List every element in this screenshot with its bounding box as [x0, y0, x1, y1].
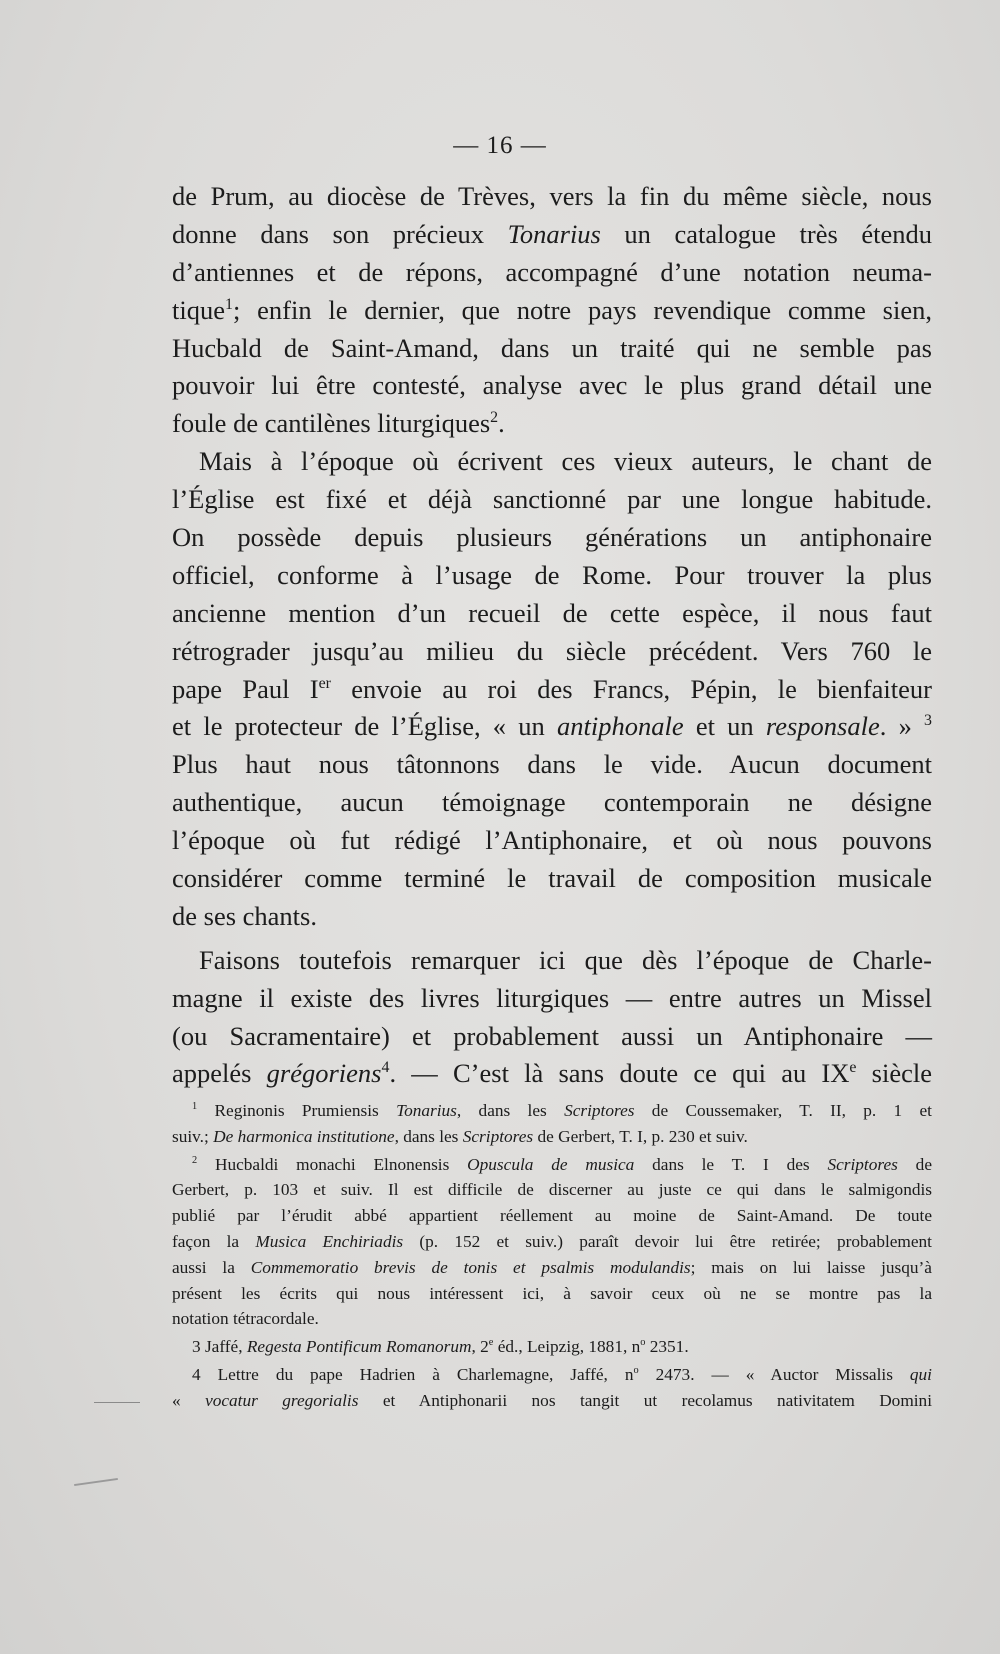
footnote-line: présent les écrits qui nous intéressent ici, à savoir ceux où ne se montre pas la: [172, 1283, 932, 1303]
footnote-line: façon la Musica Enchiriadis (p. 152 et suiv.) paraît devoir lui être retirée; probablement: [172, 1231, 932, 1251]
footnote-line: 3 Jaffé, Regesta Pontificum Romanorum, 2e éd., Leipzig, 1881, $n^o$ 2351.: [192, 1337, 689, 1357]
body-line: authentique, aucun témoignage contemporain ne désigne: [172, 787, 932, 818]
body-line: rétrograder jusqu’au milieu du siècle précédent. Vers 760 le: [172, 635, 932, 666]
body-line: Mais à l’époque où écrivent ces vieux auteurs, le chant de: [199, 446, 932, 477]
footnote-line: aussi la Commemoratio brevis de tonis et psalmis modulandis; mais on lui laisse jusqu’à: [172, 1257, 932, 1277]
footnote-line: notation tétracordale.: [172, 1309, 319, 1329]
margin-pencil-mark: [74, 1478, 118, 1486]
body-line: pouvoir lui être contesté, analyse avec le plus grand détail une: [172, 370, 932, 401]
body-line: officiel, conforme à l’usage de Rome. Pour trouver la plus: [172, 559, 932, 590]
footnote-line: 4 Lettre du pape Hadrien à Charlemagne, Jaffé, $n^o$ 2473. — « Auctor Missalis qui: [192, 1364, 932, 1384]
body-line: Plus haut nous tâtonnons dans le vide. Aucun document: [172, 749, 932, 780]
body-line: d’antiennes et de répons, accompagné d’une notation neuma-: [172, 256, 932, 287]
body-line: magne il existe des livres liturgiques — entre autres un Missel: [172, 982, 932, 1013]
body-line: appelés grégoriens$^4$. — C’est là sans doute ce qui au IXe siècle: [172, 1058, 933, 1089]
body-line: tique$^1$; enfin le dernier, que notre pays revendique comme sien,: [172, 294, 932, 325]
footnote-line: $^1$ Reginonis Prumiensis Tonarius, dans les Scriptores de Coussemaker, T. II, p. 1 et: [192, 1101, 932, 1120]
body-line: Faisons toutefois remarquer ici que dès l’époque de Charle-: [199, 944, 932, 975]
body-line: donne dans son précieux Tonarius un catalogue très étendu: [172, 218, 932, 249]
body-text: [172, 178, 932, 1093]
margin-dash-mark: [94, 1402, 140, 1403]
footnote-line: suiv.; De harmonica institutione, dans les Scriptores de Gerbert, T. I, p. 230 et suiv.: [172, 1126, 748, 1146]
body-line: On possède depuis plusieurs générations un antiphonaire: [172, 522, 932, 553]
body-line: foule de cantilènes liturgiques$^2$.: [172, 408, 505, 439]
body-line: de Prum, au diocèse de Trèves, vers la fin du même siècle, nous: [172, 181, 932, 211]
footnote-line: $^2$ Hucbaldi monachi Elnonensis Opuscula de musica dans le T. I des Scriptores de: [192, 1154, 932, 1174]
body-line: pape Paul Ier envoie au roi des Francs, Pépin, le bienfaiteur: [172, 673, 932, 704]
page-number: — 16 —: [453, 132, 547, 159]
body-line: ancienne mention d’un recueil de cette espèce, il nous faut: [172, 597, 932, 628]
body-line: l’époque où fut rédigé l’Antiphonaire, et où nous pouvons: [172, 825, 932, 856]
body-line: et le protecteur de l’Église, « un antiphonale et un responsale. » $^3$: [172, 711, 932, 742]
body-line: Hucbald de Saint-Amand, dans un traité qui ne semble pas: [172, 332, 932, 363]
footnote-line: Gerbert, p. 103 et suiv. Il est difficile de discerner au juste ce qui dans le salmigondis: [172, 1180, 932, 1200]
footnote-line: « vocatur gregorialis et Antiphonarii nos tangit ut recolamus nativitatem Domini: [172, 1390, 932, 1410]
body-line: (ou Sacramentaire) et probablement aussi un Antiphonaire —: [172, 1020, 932, 1051]
body-line: de ses chants.: [172, 900, 317, 931]
body-line: considérer comme terminé le travail de composition musicale: [172, 863, 932, 894]
footnote-line: publié par l’érudit abbé appartient réellement au moine de Saint-Amand. De toute: [172, 1206, 932, 1226]
footnotes: [172, 1098, 932, 1414]
body-line: l’Église est fixé et déjà sanctionné par une longue habitude.: [172, 484, 932, 515]
